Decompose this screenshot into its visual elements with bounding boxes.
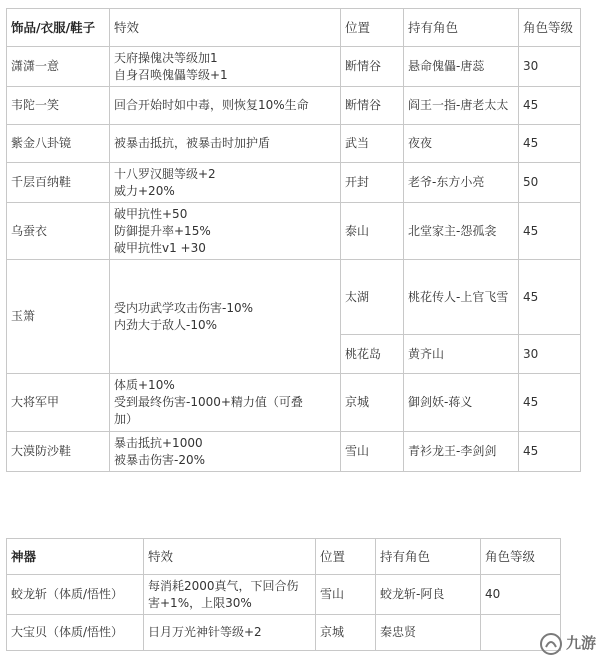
item-location: 断情谷 — [341, 87, 404, 125]
item-effect — [144, 575, 316, 615]
item-level: 45 — [519, 260, 581, 335]
table-header-row — [7, 539, 561, 575]
item-effect — [110, 87, 341, 125]
item-location: 京城 — [316, 615, 376, 651]
effect-line: 内劲大于敌人-10% — [114, 317, 218, 332]
item-location: 京城 — [341, 374, 404, 432]
item-effect — [110, 374, 341, 432]
effect-line: 日月万光神针等级+2 — [148, 625, 262, 639]
effect-line: 防御提升率+15% — [114, 223, 211, 238]
effect-line: 害+1%，上限30% — [148, 595, 252, 610]
table-header-row — [7, 9, 581, 47]
effect-line: 被暴击抵抗，被暴击时加护盾 — [114, 136, 271, 150]
item-holder: 秦忠贤 — [376, 615, 481, 651]
accessory-table — [6, 8, 581, 472]
item-location: 雪山 — [341, 432, 404, 472]
item-holder: 御剑妖-蒋义 — [404, 374, 519, 432]
table-row — [7, 260, 581, 335]
watermark-logo-icon — [540, 633, 562, 655]
effect-line: 破甲抗性v1 +30 — [114, 240, 206, 255]
item-level: 45 — [519, 374, 581, 432]
item-holder: 青衫龙王-李剑剑 — [404, 432, 519, 472]
item-effect — [110, 260, 341, 374]
header-level: 角色等级 — [481, 539, 561, 575]
item-holder: 悬命傀儡-唐蕊 — [404, 47, 519, 87]
item-name: 大将军甲 — [7, 374, 110, 432]
header-item: 饰品/衣服/鞋子 — [7, 9, 110, 47]
effect-line: 天府操傀决等级加1 — [114, 50, 218, 65]
item-level: 50 — [519, 163, 581, 203]
table-row — [7, 125, 581, 163]
table-row — [7, 163, 581, 203]
effect-line: 自身召唤傀儡等级+1 — [114, 67, 228, 82]
item-effect — [110, 203, 341, 260]
effect-line: 回合开始时如中毒，则恢复10%生命 — [114, 98, 309, 112]
table-row — [7, 432, 581, 472]
table-row — [7, 575, 561, 615]
header-effect: 特效 — [110, 9, 341, 47]
item-location: 太湖 — [341, 260, 404, 335]
item-holder: 北堂家主-怨孤衾 — [404, 203, 519, 260]
item-level: 45 — [519, 87, 581, 125]
item-holder: 蛟龙斩-阿良 — [376, 575, 481, 615]
header-location: 位置 — [316, 539, 376, 575]
item-holder: 老爷-东方小亮 — [404, 163, 519, 203]
site-watermark — [466, 628, 596, 658]
item-location: 泰山 — [341, 203, 404, 260]
header-level: 角色等级 — [519, 9, 581, 47]
item-name: 紫金八卦镜 — [7, 125, 110, 163]
item-name: 韦陀一笑 — [7, 87, 110, 125]
effect-line: 十八罗汉腿等级+2 — [114, 166, 216, 181]
item-name: 潇潇一意 — [7, 47, 110, 87]
item-name: 大宝贝（体质/悟性） — [7, 615, 144, 651]
header-location: 位置 — [341, 9, 404, 47]
item-location: 断情谷 — [341, 47, 404, 87]
effect-line: 受到最终伤害-1000+精力值（可叠 — [114, 395, 303, 409]
item-effect — [110, 163, 341, 203]
effect-line: 破甲抗性+50 — [114, 206, 188, 221]
effect-line: 体质+10% — [114, 378, 175, 392]
effect-line: 受内功武学攻击伤害-10% — [114, 300, 254, 315]
item-effect — [110, 47, 341, 87]
item-level: 45 — [519, 432, 581, 472]
item-holder: 桃花传人-上官飞雪 — [404, 260, 519, 335]
item-effect — [110, 125, 341, 163]
table-row — [7, 47, 581, 87]
item-level: 45 — [519, 125, 581, 163]
effect-line: 威力+20% — [114, 183, 175, 198]
header-artifact: 神器 — [7, 539, 144, 575]
watermark-text: 九游 — [565, 634, 596, 652]
effect-line: 被暴击伤害-20% — [114, 452, 206, 467]
item-name: 乌蚕衣 — [7, 203, 110, 260]
item-level: 30 — [519, 335, 581, 374]
effect-line: 加） — [114, 412, 139, 426]
item-location: 雪山 — [316, 575, 376, 615]
item-name: 大漠防沙鞋 — [7, 432, 110, 472]
item-effect — [144, 615, 316, 651]
item-effect — [110, 432, 341, 472]
header-holder: 持有角色 — [404, 9, 519, 47]
effect-line: 暴击抵抗+1000 — [114, 435, 203, 450]
item-holder: 夜夜 — [404, 125, 519, 163]
item-level: 45 — [519, 203, 581, 260]
item-holder: 黄齐山 — [404, 335, 519, 374]
item-name: 千层百纳鞋 — [7, 163, 110, 203]
item-holder: 阎王一指-唐老太太 — [404, 87, 519, 125]
item-name: 玉箫 — [7, 260, 110, 374]
item-location: 武当 — [341, 125, 404, 163]
table-row — [7, 374, 581, 432]
header-holder: 持有角色 — [376, 539, 481, 575]
item-location: 开封 — [341, 163, 404, 203]
item-level: 30 — [519, 47, 581, 87]
table-row — [7, 87, 581, 125]
header-effect: 特效 — [144, 539, 316, 575]
effect-line: 每消耗2000真气，下回合伤 — [148, 578, 299, 593]
item-level: 40 — [481, 575, 561, 615]
table-row — [7, 203, 581, 260]
item-name: 蛟龙斩（体质/悟性） — [7, 575, 144, 615]
item-location: 桃花岛 — [341, 335, 404, 374]
